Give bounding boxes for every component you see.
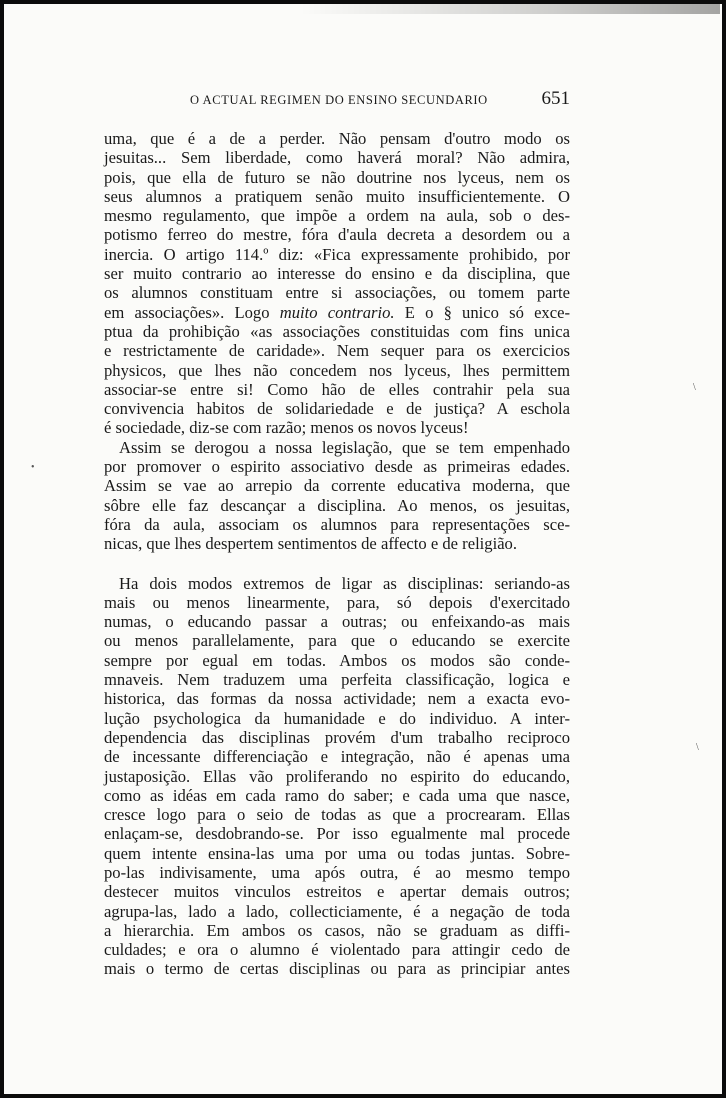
margin-mark: \ [696, 742, 699, 753]
text-line: po-las indivisamente, uma após outra, é ao mesmo tempo [104, 862, 570, 882]
running-head [104, 90, 570, 112]
text-line: Ha dois modos extremos de ligar as disciplinas: seriando-as [119, 573, 570, 593]
text-line: numas, o educando passar a outras; ou enfeixando-as mais [104, 612, 570, 632]
text-line: culdades; e ora o alumno é violentado para attingir cedo de [104, 940, 570, 960]
text-line: ptua da prohibição «as associações constituidas com fins unica [104, 321, 570, 341]
text-line: mesmo regulamento, que impõe a ordem na aula, sob o des- [104, 206, 570, 226]
text-line: pois, que ella de futuro se não doutrine nos lyceus, nem os [104, 167, 570, 187]
text-line: e restrictamente de caridade». Nem sequer para os exercicios [104, 341, 570, 361]
text-line: historica, das formas da nossa actividade; nem a exacta evo- [104, 689, 570, 709]
margin-mark: \ [693, 382, 696, 393]
text-line: physicos, que lhes não concedem nos lyceus, lhes permittem [104, 360, 570, 380]
text-line: jesuitas... Sem liberdade, como haverá moral? Não admira, [104, 148, 570, 168]
paragraph [104, 574, 570, 979]
text-line: mnaveis. Nem traduzem uma perfeita classificação, logica e [104, 670, 570, 690]
text-line: Assim se vae ao arrepio da corrente educativa moderna, que [104, 476, 570, 496]
text-line: ou menos parallelamente, para que o educando se exercite [104, 631, 570, 651]
text-line: cresce logo para o seio de todas as que a procrearam. Ellas [104, 805, 570, 825]
text-line: os alumnos constituam entre si associações, ou tomem parte [104, 283, 570, 303]
text-line: Assim se derogou a nossa legislação, que se tem empenhado [119, 437, 570, 457]
text-line: de incessante differenciação e integração, não é apenas uma [104, 747, 570, 767]
text-line: a hierarchia. Em ambos os casos, não se graduam as diffi- [104, 920, 570, 940]
text-line: uma, que é a de a perder. Não pensam d'outro modo os [104, 129, 570, 148]
text-line: dependencia das disciplinas provém d'um trabalho reciproco [104, 727, 570, 747]
text-line: mais ou menos linearmente, para, só depois d'exercitado [104, 592, 570, 612]
paragraph [104, 438, 570, 554]
text-line: seus alumnos a pratiquem senão muito insufficientemente. O [104, 186, 570, 206]
text-line: potismo ferreo do mestre, fóra d'aula decreta a desordem ou a [104, 225, 570, 245]
scan-shadow [300, 4, 720, 14]
margin-mark: • [31, 462, 35, 473]
paragraph-gap [104, 554, 570, 574]
text-line: agrupa-las, lado a lado, collecticiamente, é a negação de toda [104, 901, 570, 921]
text-line: destecer muitos vinculos estreitos e apertar demais outros; [104, 882, 570, 902]
italic-text: muito contrario. [279, 302, 395, 322]
text-line: sempre por egual em todas. Ambos os modos são conde- [104, 650, 570, 670]
text-line: lução psychologica da humanidade e do individuo. A inter- [104, 708, 570, 728]
text-line: é sociedade, diz-se com razão; menos os novos lyceus! [104, 418, 469, 438]
text-line: por promover o espirito associativo desde as primeiras edades. [104, 457, 570, 477]
text-line: enlaçam-se, desdobrando-se. Por isso egualmente mal procede [104, 824, 570, 844]
text-line: ser muito contrario ao interesse do ensino e da disciplina, que [104, 264, 570, 284]
text-line: sôbre elle faz descançar a disciplina. Ao menos, os jesuitas, [104, 495, 570, 515]
text-line: em associações». Logo muito contrario. E o § unico só exce- [104, 302, 570, 322]
body-text [104, 129, 570, 979]
text-line: justaposição. Ellas vão proliferando no espirito do educando, [104, 766, 570, 786]
text-line: mais o termo de certas disciplinas ou para as principiar antes [104, 959, 570, 979]
text-line: como as idéas em cada ramo do saber; e cada uma que nasce, [104, 785, 570, 805]
page-number: 651 [541, 88, 570, 109]
text-line: nicas, que lhes despertem sentimentos de affecto e de religião. [104, 534, 518, 554]
text-line: quem intente ensina-las uma por uma ou todas juntas. Sobre- [104, 843, 570, 863]
text-line: convivencia habitos de solidariedade e de justiça? A eschola [104, 399, 570, 419]
text-line: inercia. O artigo 114.º diz: «Fica expressamente prohibido, por [104, 244, 570, 264]
running-title: O ACTUAL REGIMEN DO ENSINO SECUNDARIO [190, 93, 488, 107]
text-line: fóra da aula, associam os alumnos para representações sce- [104, 514, 570, 534]
text-line: associar-se entre si! Como hão de elles contrahir pela sua [104, 379, 570, 399]
paragraph [104, 129, 570, 438]
